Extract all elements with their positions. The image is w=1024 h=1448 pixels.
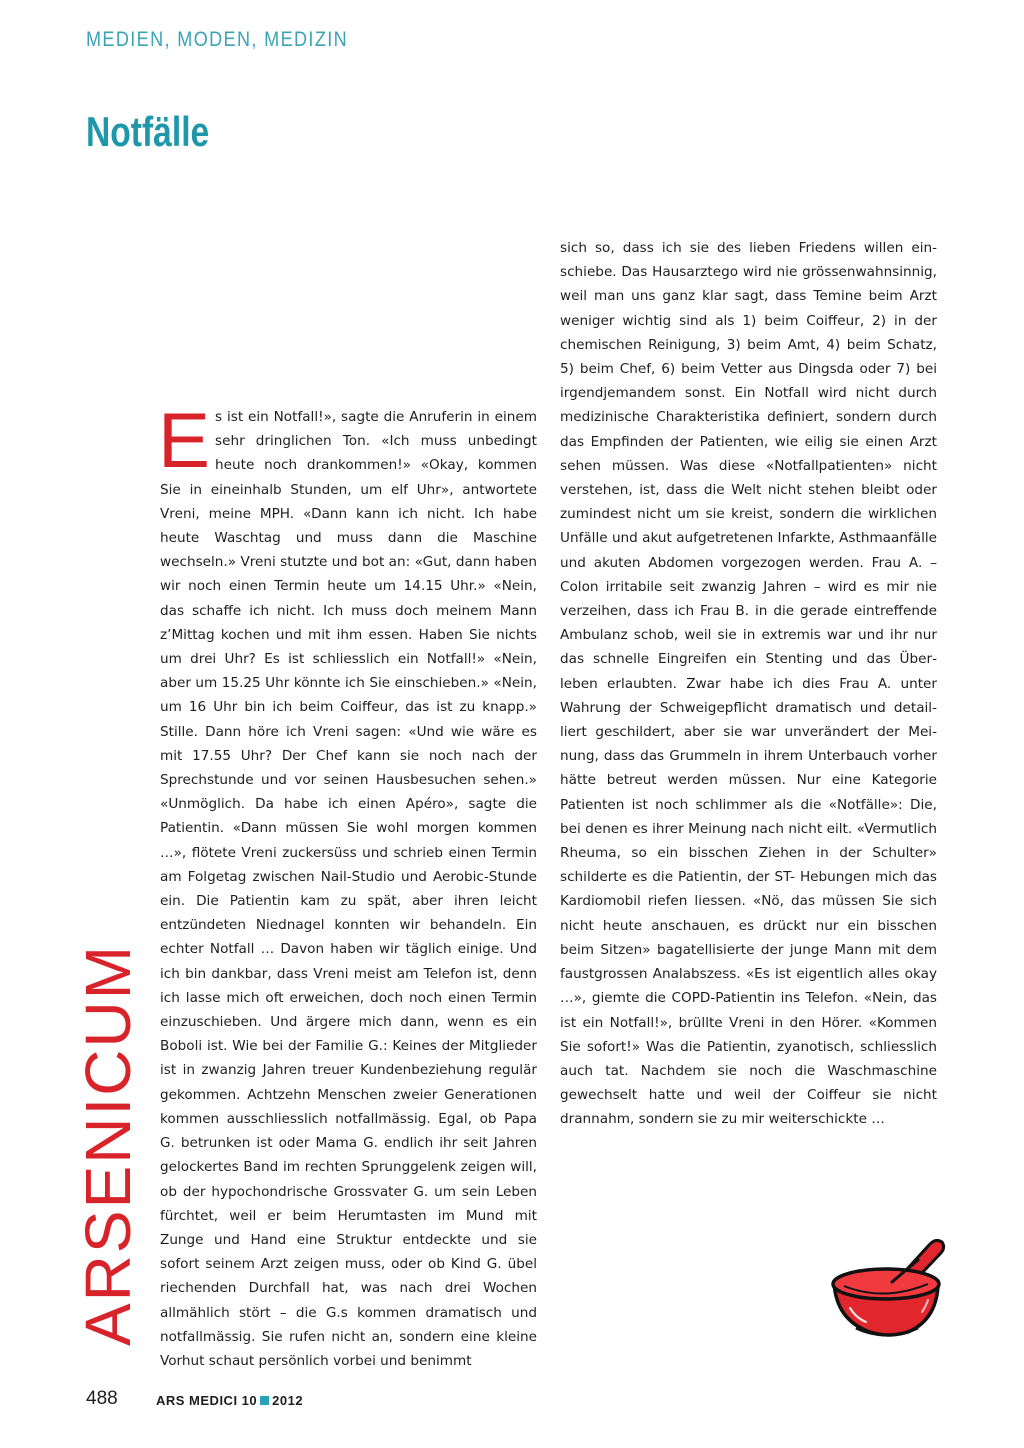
drop-cap: E [158, 396, 211, 484]
magazine-name: ARS MEDICI 10 [156, 1393, 258, 1408]
article-column-right [560, 236, 937, 1132]
page-title: Notfälle [86, 108, 210, 155]
article-column-left [158, 396, 537, 1373]
footer-square-icon [260, 1396, 269, 1405]
article-text-left: s ist ein Notfall!», sagte die Anruferin in einem sehr dringlichen Ton. «Ich muss unbedingt heute noch drankommen!» «Okay, kommen Sie in eineinhalb Stunden, um elf Uhr», antwortete Vreni, meine MPH. «Dann kann ich nicht. Ich habe heute Waschtag und muss dann die Maschine wechseln.» Vreni stutzte und bot an: «Gut, dann haben wir noch einen Termin heute um 14.15 Uhr.» «Nein, das schaffe ich nicht. Ich muss doch meinem Mann z’Mittag kochen und mit ihm essen. Haben Sie nichts um drei Uhr? Es ist schliesslich ein Notfall!» «Nein, aber um 15.25 Uhr könnte ich Sie einschieben.» «Nein, um 16 Uhr bin ich beim Coiffeur, das ist zu knapp.» Stille. Dann höre ich Vreni sagen: «Und wie wäre es mit 17.55 Uhr? Der Chef kann sie noch nach der Sprechstunde und vor seinen Hausbesuchen sehen.» «Unmöglich. Da habe ich einen Apéro», sagte die Patientin. «Dann müssen Sie wohl morgen kommen …», flötete Vreni zuckersüss und schrieb einen Termin am Folgetag zwischen Nail-Studio und Aerobic-Stunde ein. Die Patientin kam zu spät, aber ihren leicht entzündeten Niednagel konnten wir behandeln. Ein echter Notfall … Davon haben wir täglich einige. Und ich bin dankbar, dass Vreni meist am Telefon ist, denn ich lasse mich oft erweichen, doch noch einen Termin einzuschieben. Und ärgere mich dann, wenn es ein Boboli ist. Wie bei der Familie G.: Keines der Mitglieder ist in zwanzig Jahren treuer Kundenbeziehung regulär gekommen. Achtzehn Menschen zweier Generationen kommen ausschliesslich notfallmässig. Egal, ob Papa G. betrunken ist oder Mama G. endlich ihr seit Jahren gelockertes Band im rechten Sprunggelenk zeigen will, ob der hypochondrische Grossvater G. um sein Leben fürchtet, weil er beim Herumtasten im Mund mit Zunge und Hand eine Struktur entdeckte und sie sofort seinem Arzt zeigen muss, oder ob Kind G. übel riechenden Durchfall hat, was nach drei Wochen allmählich stört – die G.s kommen dramatisch und notfallmässig. Sie rufen nicht an, sondern eine kleine Vorhut schaut persönlich vorbei und benimmt [160, 409, 537, 1369]
magazine-year: 2012 [272, 1393, 304, 1408]
vertical-column-label: ARSENICUM [72, 943, 144, 1346]
page-number: 488 [86, 1388, 118, 1409]
section-kicker: MEDIEN, MODEN, MEDIZIN [86, 28, 349, 51]
mortar-and-pestle-icon [826, 1232, 946, 1342]
article-text-right: sich so, dass ich sie des lieben Friedens willen einschiebe. Das Hausarztego wird nie grössenwahnsinnig, weil man uns ganz klar sagt, dass Temine beim Arzt weniger wichtig sind als 1) beim Coiffeur, 2) in der chemischen Reinigung, 3) beim Amt, 4) beim Schatz, 5) beim Chef, 6) beim Vetter aus Dingsda oder 7) bei irgendjemandem sonst. Ein Notfall wird nicht durch medizinische Charakteristika definiert, sondern durch das Empfinden der Patienten, wie eilig sie einen Arzt sehen müssen. Was diese «Notfallpatienten» nicht verstehen, ist, dass die Welt nicht stehen bleibt oder zumindest nicht um sie kreist, sondern die wirklichen Unfälle und akut aufgetretenen Infarkte, Asthmaanfälle und akuten Abdomen vorgezogen werden. Frau A. – Colon irritabile seit zwanzig Jahren – wird es mir nie verzeihen, dass ich Frau B. in die gerade eintreffende Ambulanz schob, weil sie in extremis war und ihr nur das schnelle Eingreifen ein Stenting und das Überleben erlaubten. Zwar habe ich dies Frau A. unter Wahrung der Schweigepflicht dramatisch und detailliert geschildert, aber sie war unverändert der Meinung, dass das Grummeln in ihrem Unterbauch vorher hätte betreut werden müssen. Nur eine Kategorie Patienten ist noch schlimmer als die «Notfälle»: Die, bei denen es ihrer Meinung nach nicht eilt. «Vermutlich Rheuma, so ein bisschen Ziehen in der Schulter» schilderte es die Patientin, der ST- Hebungen mich das Kardiomobil riefen liessen. «Nö, das müssen Sie sich nicht heute anschauen, es drückt nur ein bisschen beim Sitzen» bagatellisierte der junge Mann mit dem faustgrossen Analabszess. «Es ist eigentlich alles okay …», giemte die COPD-Patientin ins Telefon. «Nein, das ist ein Notfall!», brüllte Vreni in den Hörer. «Kommen Sie sofort!» Was die Patientin, zyanotisch, schliesslich auch tat. Nachdem sie noch die Waschmaschine gewechselt hatte und weil der Coiffeur sie nicht drannahm, sondern sie zu mir weiterschickte … [560, 240, 937, 1128]
article-paragraph-left [158, 396, 537, 1373]
magazine-footer [156, 1393, 303, 1408]
